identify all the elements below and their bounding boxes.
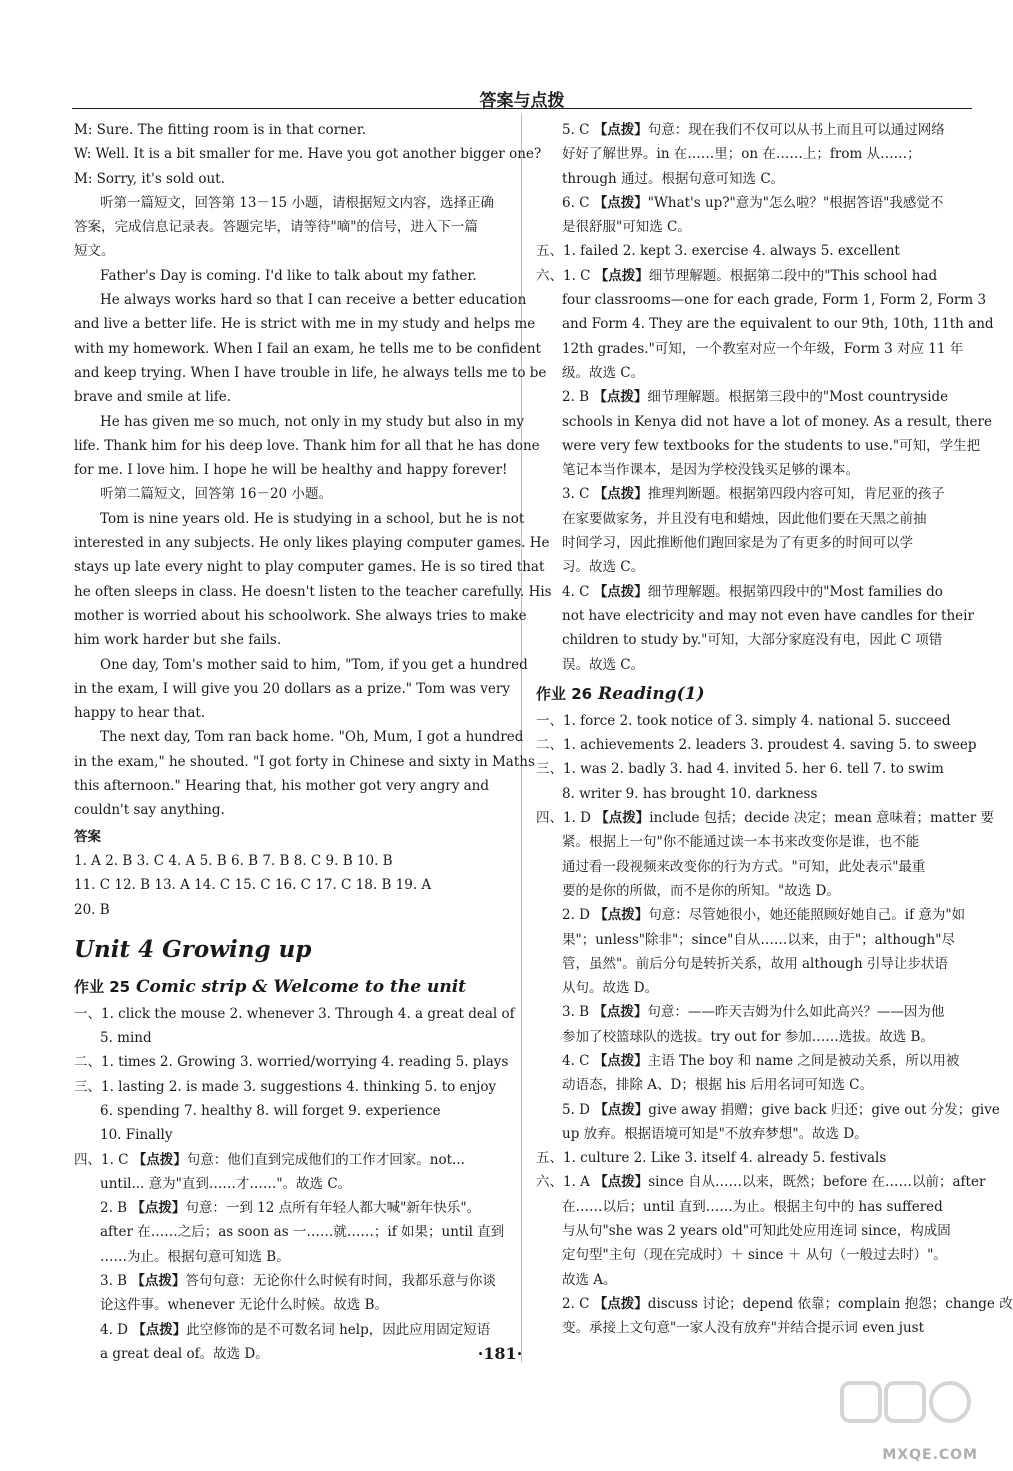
answer-line: 习。故选 C。 bbox=[562, 559, 645, 576]
hint-tag: 【点拨】 bbox=[594, 907, 649, 924]
answers-label: 答案 bbox=[74, 828, 101, 845]
hint-tag: 【点拨】 bbox=[593, 389, 648, 406]
answer-line: 8. writer 9. has brought 10. darkness bbox=[562, 785, 818, 802]
passage-2 bbox=[74, 507, 552, 823]
answer-line: 从句。故选 D。 bbox=[562, 980, 659, 997]
answer-line: 五、1. failed 2. kept 3. exercise 4. always 5. excellent bbox=[536, 243, 900, 260]
passage-line: One day, Tom's mother said to him, "Tom, if you get a hundred bbox=[100, 656, 528, 673]
passage-line: with my homework. When I fail an exam, he tells me to be confident bbox=[74, 340, 541, 357]
passage-line: happy to hear that. bbox=[74, 705, 206, 722]
homework-25-answers bbox=[74, 1002, 515, 1366]
answer-line: 在家要做家务，并且没有电和蜡烛，因此他们要在天黑之前抽 bbox=[562, 510, 927, 527]
answer-line: a great deal of。故选 D。 bbox=[100, 1345, 269, 1362]
hint-tag: 【点拨】 bbox=[594, 1174, 649, 1191]
passage-1 bbox=[74, 264, 547, 483]
hint-tag: 【点拨】 bbox=[593, 1004, 648, 1021]
passage-line: He has given me so much, not only in my study but also in my bbox=[100, 413, 525, 430]
homework-26-answers bbox=[536, 709, 1013, 1341]
passage-line: stays up late every night to play computer games. He is so tired that bbox=[74, 559, 545, 576]
hint-tag: 【点拨】 bbox=[132, 1321, 187, 1338]
answer-line: 在……以后；until 直到……为止。根据主句中的 has suffered bbox=[562, 1198, 943, 1215]
answer-line: 二、1. achievements 2. leaders 3. proudest 4. saving 5. to sweep bbox=[536, 737, 977, 754]
answer-line: 1. A 2. B 3. C 4. A 5. B 6. B 7. B 8. C 9. B 10. B bbox=[74, 852, 393, 869]
dialogue-block bbox=[74, 118, 542, 191]
answer-line: not have electricity and may not even have candles for their bbox=[562, 607, 974, 624]
homework-26-label: 作业 26 bbox=[536, 684, 593, 703]
answer-line: 误。故选 C。 bbox=[562, 656, 645, 673]
answer-line: up 放弃。根据语境可知是"不放弃梦想"。故选 D。 bbox=[562, 1125, 868, 1142]
hint-tag: 【点拨】 bbox=[594, 267, 649, 284]
instruction-line: 答案，完成信息记录表。答题完毕，请等待"嘀"的信号，进入下一篇 bbox=[74, 219, 478, 236]
answer-line: 二、1. times 2. Growing 3. worried/worrying 4. reading 5. plays bbox=[74, 1054, 509, 1071]
answer-line: 2. C 【点拨】discuss 讨论；depend 依靠；complain 抱怨；change 改 bbox=[562, 1295, 1013, 1312]
homework-25-label: 作业 25 bbox=[74, 977, 131, 996]
hint-tag: 【点拨】 bbox=[593, 122, 648, 138]
homework-26-heading bbox=[536, 679, 972, 709]
passage-line: The next day, Tom ran back home. "Oh, Mum, I got a hundred bbox=[100, 729, 524, 746]
page-number: ·181· bbox=[477, 1344, 523, 1363]
answer-line: 四、1. C 【点拨】句意：他们直到完成他们的工作才回家。not... bbox=[74, 1151, 465, 1168]
passage-line: couldn't say anything. bbox=[74, 802, 225, 819]
answer-line: 果"；unless"除非"；since"自从……以来，由于"；although"尽 bbox=[562, 931, 955, 948]
answer-line: 3. B 【点拨】句意：——昨天吉姆为什么如此高兴？——因为他 bbox=[562, 1004, 945, 1021]
answer-line: 5. mind bbox=[100, 1030, 152, 1047]
answer-line: 11. C 12. B 13. A 14. C 15. C 16. C 17. C 18. B 19. A bbox=[74, 877, 432, 894]
answer-line: 4. C 【点拨】细节理解题。根据第四段中的"Most families do bbox=[562, 583, 943, 600]
answer-line: 4. D 【点拨】此空修饰的是不可数名词 help，因此应用固定短语 bbox=[100, 1321, 491, 1338]
answer-line: 2. B 【点拨】细节理解题。根据第三段中的"Most countryside bbox=[562, 389, 949, 406]
answer-line: 2. D 【点拨】句意：尽管她很小，她还能照顾好她自己。if 意为"如 bbox=[562, 907, 966, 924]
answer-line: schools in Kenya did not have a lot of money. As a result, there bbox=[562, 413, 992, 430]
answer-line: 故选 A。 bbox=[562, 1271, 617, 1288]
passage-line: him work harder but she fails. bbox=[74, 632, 282, 649]
answer-line: 一、1. force 2. took notice of 3. simply 4. national 5. succeed bbox=[536, 712, 951, 729]
watermark-text: MXQE.COM bbox=[882, 1447, 978, 1463]
answer-line: 笔记本当作课本，是因为学校没钱买足够的课本。 bbox=[562, 462, 859, 479]
hint-tag: 【点拨】 bbox=[131, 1200, 186, 1217]
answer-line: 三、1. was 2. badly 3. had 4. invited 5. her 6. tell 7. to swim bbox=[536, 761, 944, 778]
instruction-line: 听第一篇短文，回答第 13－15 小题，请根据短文内容，选择正确 bbox=[100, 194, 494, 211]
answer-line: 四、1. D 【点拨】include 包括；decide 决定；mean 意味着；matter 要 bbox=[536, 810, 994, 827]
passage-line: Tom is nine years old. He is studying in a school, but he is not bbox=[100, 510, 525, 527]
homework-25-heading bbox=[74, 972, 510, 1002]
page-header-title: 答案与点拨 bbox=[479, 91, 565, 111]
answer-line: 管，虽然"。前后分句是转折关系，故用 although 引导让步状语 bbox=[562, 955, 948, 972]
answer-line: four classrooms—one for each grade, Form 1, Form 2, Form 3 bbox=[562, 292, 987, 309]
hint-tag: 【点拨】 bbox=[594, 1101, 649, 1118]
answer-line: 要的是你的所做，而不是你的所知。"故选 D。 bbox=[562, 882, 840, 899]
answers-block bbox=[74, 849, 510, 922]
passage-line: and live a better life. He is strict with me in my study and helps me bbox=[74, 316, 536, 333]
answer-line: 3. B 【点拨】答句句意：无论你什么时候有时间，我都乐意与你谈 bbox=[100, 1273, 496, 1290]
answer-line: 论这件事。whenever 无论什么时候。故选 B。 bbox=[100, 1297, 388, 1314]
answer-line: 10. Finally bbox=[100, 1127, 173, 1144]
unit-title: Unit 4 Growing up bbox=[74, 935, 312, 963]
answer-line: 三、1. lasting 2. is made 3. suggestions 4. thinking 5. to enjoy bbox=[74, 1078, 497, 1095]
answer-line: 通过看一段视频来改变你的行为方式。"可知，此处表示"最重 bbox=[562, 858, 926, 875]
passage-line: Father's Day is coming. I'd like to talk about my father. bbox=[100, 267, 477, 284]
answer-line: 变。承接上文句意"一家人没有放弃"并结合提示词 even just bbox=[562, 1320, 925, 1337]
passage-line: this afternoon." Hearing that, his mother got very angry and bbox=[74, 778, 490, 795]
answer-line: 五、1. culture 2. Like 3. itself 4. already 5. festivals bbox=[536, 1150, 887, 1167]
right-answers-top bbox=[536, 118, 994, 677]
passage-line: interested in any subjects. He only likes playing computer games. He bbox=[74, 535, 550, 552]
hint-tag: 【点拨】 bbox=[595, 810, 650, 827]
answer-line: through 通过。根据句意可知选 C。 bbox=[562, 170, 785, 187]
header-rule bbox=[72, 108, 972, 109]
instruction-line: 短文。 bbox=[74, 243, 115, 260]
answer-line: 紧。根据上一句"你不能通过读一本书来改变你是谁，也不能 bbox=[562, 834, 920, 851]
answer-line: 时间学习，因此推断他们跑回家是为了有更多的时间可以学 bbox=[562, 535, 913, 552]
hint-tag: 【点拨】 bbox=[593, 1052, 648, 1069]
hint-tag: 【点拨】 bbox=[593, 486, 648, 503]
passage-line: and keep trying. When I have trouble in life, he always tells me to be bbox=[74, 364, 547, 381]
answer-line: 参加了校篮球队的选拔。try out for 参加……选拔。故选 B。 bbox=[562, 1028, 934, 1045]
dialogue-line: W: Well. It is a bit smaller for me. Have you got another bigger one? bbox=[74, 146, 542, 163]
answer-line: after 在……之后；as soon as 一……就……；if 如果；until 直到 bbox=[100, 1224, 505, 1241]
right-column bbox=[536, 118, 1013, 1341]
answer-line: 5. C 【点拨】句意：现在我们不仅可以从书上而且可以通过网络 bbox=[562, 122, 945, 138]
passage-line: mother is worried about his schoolwork. She always tries to make bbox=[74, 607, 527, 624]
answer-line: 定句型"主句（现在完成时）＋ since ＋ 从句（一般过去时）"。 bbox=[562, 1247, 947, 1264]
answer-line: 是很舒服"可知选 C。 bbox=[562, 219, 691, 236]
answer-line: 6. spending 7. healthy 8. will forget 9. experience bbox=[100, 1102, 441, 1119]
homework-26-title: Reading(1) bbox=[598, 683, 705, 704]
answer-line: 六、1. A 【点拨】since 自从……以来，既然；before 在……以前；after bbox=[536, 1174, 986, 1191]
answer-line: 一、1. click the mouse 2. whenever 3. Through 4. a great deal of bbox=[74, 1005, 515, 1022]
passage-line: for me. I love him. I hope he will be healthy and happy forever! bbox=[74, 462, 508, 479]
answer-line: 与从句"she was 2 years old"可知此处应用连词 since，构成固 bbox=[562, 1223, 951, 1240]
instruction-line-2: 听第二篇短文，回答第 16－20 小题。 bbox=[100, 486, 332, 503]
answer-line: 12th grades."可知，一个教室对应一个年级，Form 3 对应 11 年 bbox=[562, 340, 964, 357]
passage-line: He always works hard so that I can receive a better education bbox=[100, 292, 527, 309]
answer-line: ……为止。根据句意可知选 B。 bbox=[100, 1248, 290, 1265]
answer-line: 好好了解世界。in 在……里；on 在……上；from 从……； bbox=[562, 146, 921, 163]
hint-tag: 【点拨】 bbox=[593, 583, 648, 600]
hint-tag: 【点拨】 bbox=[593, 1295, 648, 1312]
dialogue-line: M: Sure. The fitting room is in that corner. bbox=[74, 122, 367, 138]
answer-line: 5. D 【点拨】give away 捐赠；give back 归还；give out 分发；give bbox=[562, 1101, 1000, 1118]
answer-line: 6. C 【点拨】"What's up?"意为"怎么啦？"根据答语"我感觉不 bbox=[562, 194, 944, 211]
hint-tag: 【点拨】 bbox=[132, 1151, 187, 1168]
passage-line: life. Thank him for his deep love. Thank him for all that he has done bbox=[74, 437, 540, 454]
instructions-block-1 bbox=[74, 191, 510, 264]
passage-line: in the exam, I will give you 20 dollars as a prize." Tom was very bbox=[74, 680, 510, 697]
dialogue-line: M: Sorry, it's sold out. bbox=[74, 170, 225, 187]
passage-line: he often sleeps in class. He doesn't listen to the teacher carefully. His bbox=[74, 583, 552, 600]
hint-tag: 【点拨】 bbox=[593, 194, 648, 211]
answer-line: 六、1. C 【点拨】细节理解题。根据第二段中的"This school had bbox=[536, 267, 938, 284]
answer-line: 2. B 【点拨】句意：一到 12 点所有年轻人都大喊"新年快乐"。 bbox=[100, 1200, 481, 1217]
passage-line: in the exam," he shouted. "I got forty in Chinese and sixty in Maths bbox=[74, 753, 535, 770]
answer-line: 级。故选 C。 bbox=[562, 364, 645, 381]
answer-line: children to study by."可知，大部分家庭没有电，因此 C 项错 bbox=[562, 632, 943, 649]
homework-25-title: Comic strip & Welcome to the unit bbox=[136, 976, 467, 997]
hint-tag: 【点拨】 bbox=[131, 1273, 186, 1290]
passage-line: brave and smile at life. bbox=[74, 389, 232, 406]
answer-line: 动语态，排除 A、D；根据 his 后用名词可知选 C。 bbox=[562, 1077, 874, 1094]
answer-line: were very few textbooks for the students to use."可知，学生把 bbox=[562, 437, 981, 454]
answer-line: 20. B bbox=[74, 901, 110, 918]
answer-line: 3. C 【点拨】推理判断题。根据第四段内容可知，肯尼亚的孩子 bbox=[562, 486, 945, 503]
left-column bbox=[74, 118, 552, 1366]
answer-line: and Form 4. They are the equivalent to our 9th, 10th, 11th and bbox=[562, 316, 994, 333]
answer-line: 4. C 【点拨】主语 The boy 和 name 之间是被动关系，所以用被 bbox=[562, 1052, 960, 1069]
answer-line: until... 意为"直到……才……"。故选 C。 bbox=[100, 1175, 352, 1192]
